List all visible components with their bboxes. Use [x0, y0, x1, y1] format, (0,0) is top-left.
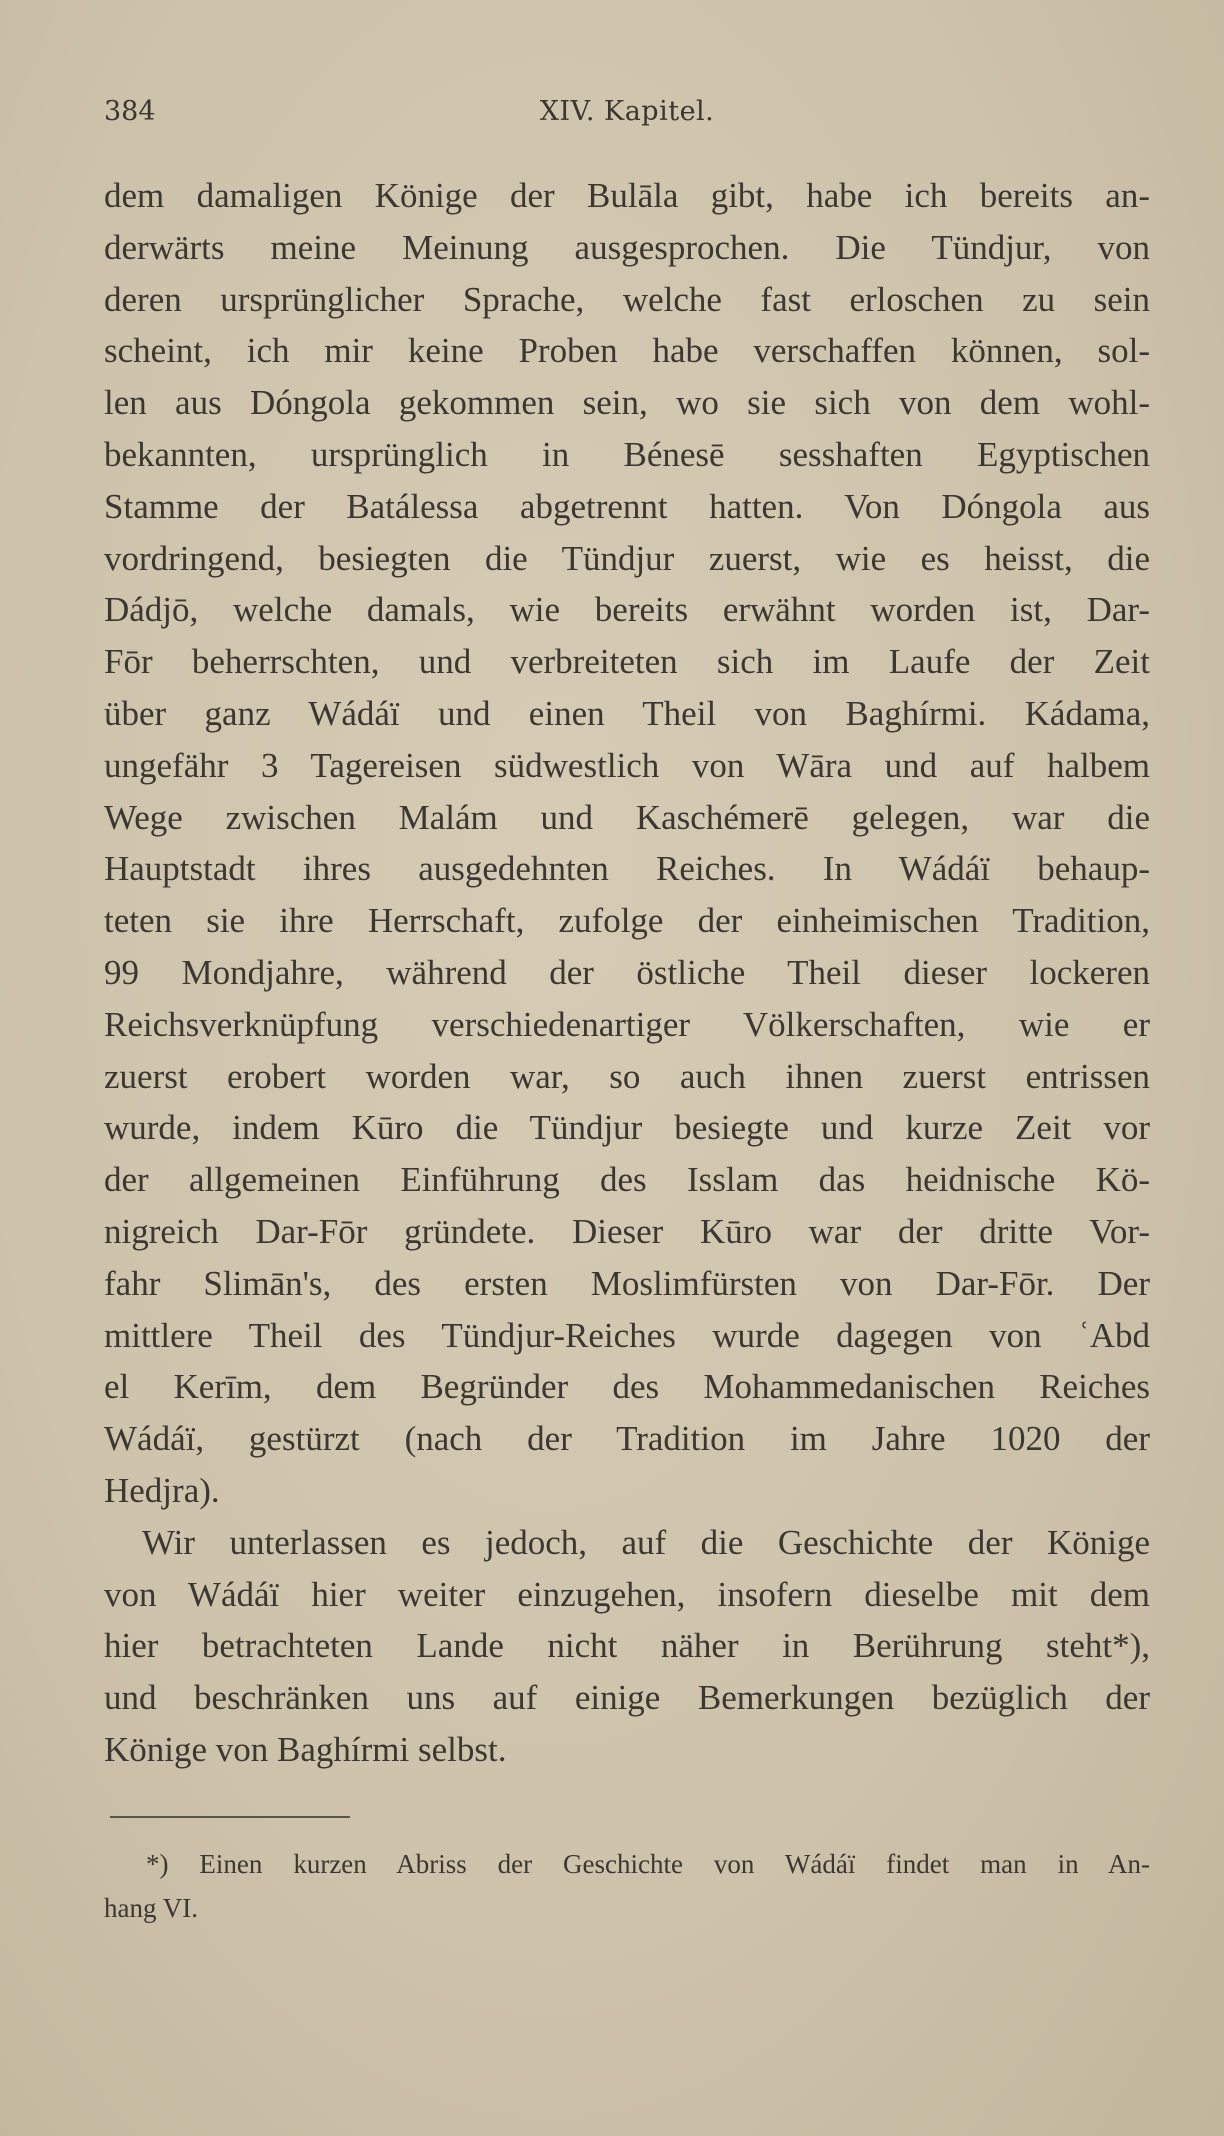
text-line: ungefähr 3 Tagereisen südwestlich von Wāra und auf halbem: [104, 745, 1150, 785]
text-line: Hedjra).: [104, 1470, 220, 1510]
text-line: Reichsverknüpfung verschiedenartiger Völkerschaften, wie er: [104, 1004, 1150, 1044]
text-line: Wádáï, gestürzt (nach der Tradition im Jahre 1020 der: [104, 1419, 1150, 1459]
text-line: Wege zwischen Malám und Kaschémerē gelegen, war die: [104, 797, 1150, 837]
text-line: dem damaligen Könige der Bulāla gibt, habe ich bereits an-: [104, 176, 1150, 215]
text-line: von Wádáï hier weiter einzugehen, insofern dieselbe mit dem: [104, 1574, 1150, 1614]
text-line: der allgemeinen Einführung des Isslam das heidnische Kö-: [104, 1160, 1150, 1200]
text-line: Hauptstadt ihres ausgedehnten Reiches. In Wádáï behaup-: [104, 849, 1150, 889]
text-line: derwärts meine Meinung ausgesprochen. Die Tündjur, von: [104, 227, 1150, 267]
paragraph-2: [104, 1517, 1150, 1776]
text-line: über ganz Wádáï und einen Theil von Baghírmi. Kádama,: [104, 693, 1150, 733]
text-line: el Kerīm, dem Begründer des Mohammedanischen Reiches: [104, 1367, 1150, 1407]
footnote-line: hang VI.: [104, 1893, 198, 1923]
text-line: und beschränken uns auf einige Bemerkungen bezüglich der: [104, 1678, 1150, 1718]
text-line: scheint, ich mir keine Proben habe verschaffen können, sol-: [104, 331, 1150, 371]
text-line: fahr Slimān's, des ersten Moslimfürsten von Dar-Fōr. Der: [104, 1263, 1150, 1303]
page-number: 384: [104, 96, 156, 127]
text-line: Stamme der Batálessa abgetrennt hatten. Von Dóngola aus: [104, 486, 1150, 526]
footnote-line: *) Einen kurzen Abriss der Geschichte von Wádáï findet man in An-: [146, 1849, 1150, 1879]
main-text: [104, 170, 1150, 1776]
footnote-divider: [110, 1816, 350, 1818]
text-line: nigreich Dar-Fōr gründete. Dieser Kūro war der dritte Vor-: [104, 1211, 1150, 1251]
text-line: vordringend, besiegten die Tündjur zuerst, wie es heisst, die: [104, 538, 1150, 578]
chapter-title: XIV. Kapitel.: [539, 96, 715, 127]
text-line: Dádjō, welche damals, wie bereits erwähnt worden ist, Dar-: [104, 590, 1150, 630]
text-line: teten sie ihre Herrschaft, zufolge der einheimischen Tradition,: [104, 901, 1150, 941]
text-line: Könige von Baghírmi selbst.: [104, 1729, 507, 1769]
running-header: [104, 96, 1150, 140]
text-line: mittlere Theil des Tündjur-Reiches wurde dagegen von ʿAbd: [104, 1315, 1150, 1355]
text-line: bekannten, ursprünglich in Bénesē sesshaften Egyptischen: [104, 434, 1150, 474]
text-line: deren ursprünglicher Sprache, welche fast erloschen zu sein: [104, 279, 1150, 319]
text-line: Fōr beherrschten, und verbreiteten sich im Laufe der Zeit: [104, 642, 1150, 682]
paragraph-1: [104, 170, 1150, 1517]
text-line: len aus Dóngola gekommen sein, wo sie sich von dem wohl-: [104, 383, 1150, 423]
text-line: Wir unterlassen es jedoch, auf die Geschichte der Könige: [142, 1522, 1150, 1562]
text-line: 99 Mondjahre, während der östliche Theil dieser lockeren: [104, 952, 1150, 992]
text-line: zuerst erobert worden war, so auch ihnen zuerst entrissen: [104, 1056, 1150, 1096]
text-line: hier betrachteten Lande nicht näher in Berührung steht*),: [104, 1626, 1150, 1666]
text-line: wurde, indem Kūro die Tündjur besiegte und kurze Zeit vor: [104, 1108, 1150, 1148]
footnote: [104, 1842, 1150, 1930]
